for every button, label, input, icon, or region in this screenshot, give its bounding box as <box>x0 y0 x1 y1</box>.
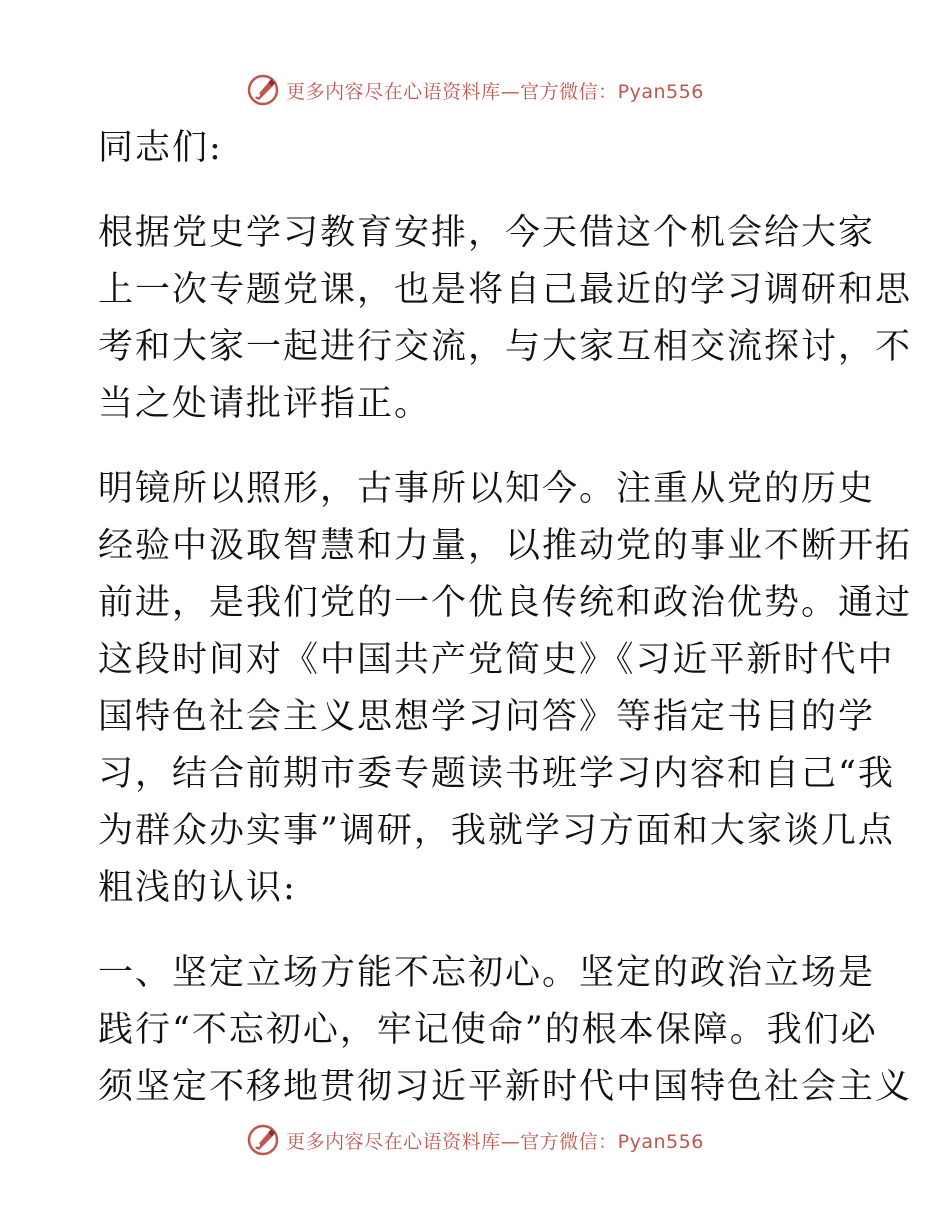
text-line: 这段时间对《中国共产党简史》《习近平新时代中 <box>98 640 895 680</box>
text-line: 考和大家一起进行交流，与大家互相交流探讨，不 <box>98 327 913 367</box>
text-line: 经验中汲取智慧和力量，以推动党的事业不断开拓 <box>98 526 913 566</box>
greeting: 同志们: <box>98 128 223 168</box>
fountain-pen-circle-icon <box>246 73 280 107</box>
text-line: 当之处请批评指正。 <box>98 384 432 424</box>
text-line: 习，结合前期市委专题读书班学习内容和自己“我 <box>98 754 895 794</box>
text-line: 上一次专题党课，也是将自己最近的学习调研和思 <box>98 270 913 310</box>
text-line: 明镜所以照形，古事所以知今。注重从党的历史 <box>98 469 876 509</box>
paragraph-2 <box>98 461 913 917</box>
paragraph-3 <box>98 945 913 1116</box>
text-line: 国特色社会主义思想学习问答》等指定书目的学 <box>98 697 876 737</box>
footer-watermark <box>0 1120 950 1160</box>
document-body <box>98 120 913 1116</box>
text-line: 粗浅的认识: <box>98 868 297 908</box>
text-line: 根据党史学习教育安排，今天借这个机会给大家 <box>98 213 876 253</box>
header-watermark <box>0 70 950 110</box>
text-line: 为群众办实事”调研，我就学习方面和大家谈几点 <box>98 811 895 851</box>
fountain-pen-circle-icon <box>246 1123 280 1157</box>
text-line: 践行“不忘初心，牢记使命”的根本保障。我们必 <box>98 1010 878 1050</box>
text-line: 须坚定不移地贯彻习近平新时代中国特色社会主义 <box>98 1067 913 1107</box>
text-line: 前进，是我们党的一个优良传统和政治优势。通过 <box>98 583 913 623</box>
text-line: 一、坚定立场方能不忘初心。坚定的政治立场是 <box>98 953 876 993</box>
watermark-text: 更多内容尽在心语资料库—官方微信：Pyan556 <box>286 1130 704 1153</box>
watermark-text: 更多内容尽在心语资料库—官方微信：Pyan556 <box>286 80 704 103</box>
paragraph-1 <box>98 205 913 433</box>
